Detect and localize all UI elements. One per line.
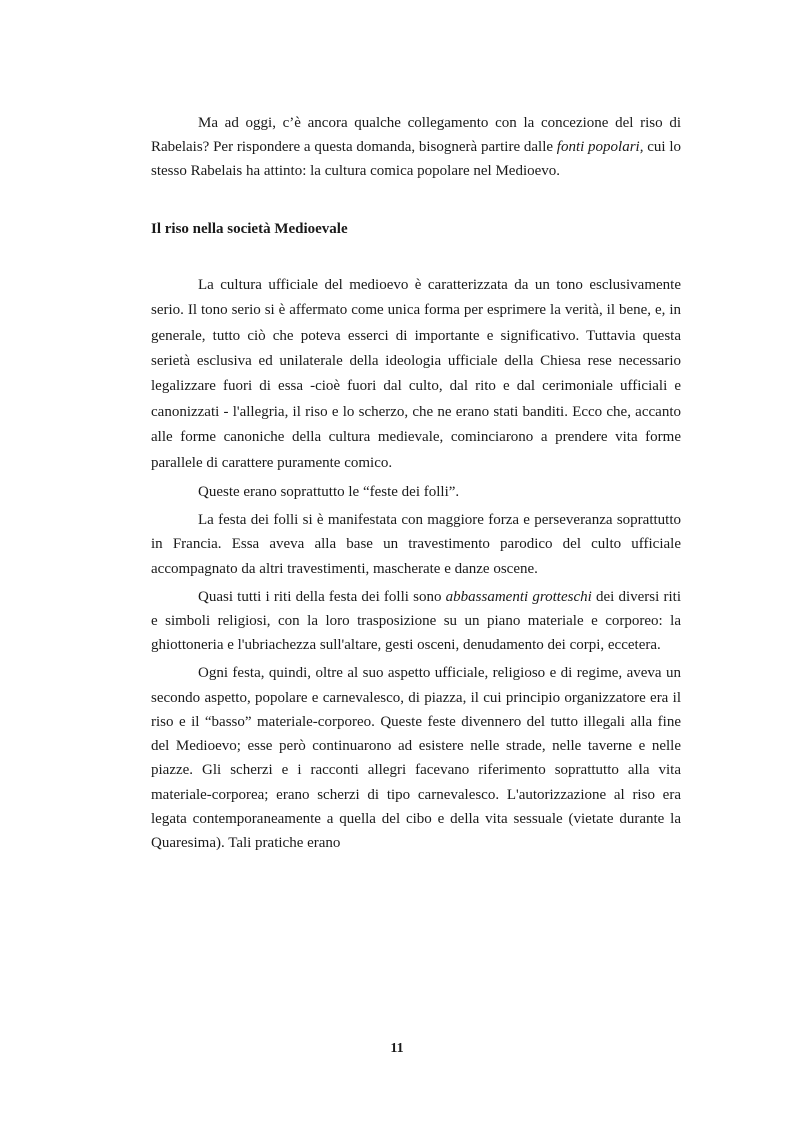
paragraph-official-culture: La cultura ufficiale del medioevo è caratterizzata da un tono esclusivamente serio. Il tono serio si è affermato come unica forma per esprimere la verità, il bene, e, in generale, tutto ciò che poteva esserci di importante e significativo. Tuttavia questa serietà esclusiva ed unilaterale della ideologia ufficiale della Chiesa rese necessario legalizzare fuori di essa -cioè fuori dal culto, dal rito e dal cerimoniale ufficiali e canonizzati - l'allegria, il riso e lo scherzo, che ne erano stati banditi. Ecco che, accanto alle forme canoniche della cultura medievale, cominciarono a prendere vita forme parallele di carattere puramente comico. xyxy=(151,276,681,471)
section-heading: Il riso nella società Medioevale xyxy=(151,220,348,237)
intro-text-start: Ma ad oggi, c’è ancora qualche collegamento con la concezione del riso di Rabelais? Per rispondere a questa domanda, bisognerà partire dalle xyxy=(151,115,681,156)
intro-paragraph xyxy=(151,111,681,184)
paragraph-festa-francia: La festa dei folli si è manifestata con maggiore forza e perseveranza soprattutto in Francia. Essa aveva alla base un travestimento parodico del culto ufficiale accompagnato da altri travestimenti, mascherate e danze oscene. xyxy=(151,512,681,577)
body-text xyxy=(151,111,681,855)
riti-text-start: Quasi tutti i riti della festa dei folli sono xyxy=(198,588,446,605)
paragraph-ogni-festa: Ogni festa, quindi, oltre al suo aspetto ufficiale, religioso e di regime, aveva un secondo aspetto, popolare e carnevalesco, di piazza, il cui principio organizzatore era il riso e il “basso” materiale-corporeo. Queste feste divennero del tutto illegali alla fine del Medioevo; esse però continuarono ad esistere nelle strade, nelle taverne e nelle piazze. Gli scherzi e i racconti allegri facevano riferimento soprattutto alla vita materiale-corporea; erano scherzi di tipo carnevalesco. L'autorizzazione al riso era legata contemporaneamente a quella del cibo e della vita sessuale (vietate durante la Quaresima). Tali pratiche erano xyxy=(151,665,681,851)
intro-text-end: cui lo stesso Rabelais ha attinto: la cultura comica popolare nel Medioevo. xyxy=(151,139,681,180)
paragraph-feste-dei-folli: Queste erano soprattutto le “feste dei folli”. xyxy=(198,484,460,501)
riti-text-end: dei diversi riti e simboli religiosi, con la loro trasposizione su un piano materiale e corporeo: la ghiottoneria e l'ubriachezza sull'altare, gesti osceni, denudamento dei corpi, eccetera. xyxy=(151,588,681,654)
paragraph-riti-grotteschi xyxy=(151,585,681,658)
intro-italic-phrase: fonti popolari, xyxy=(556,139,644,156)
page-number: 11 xyxy=(390,1041,404,1056)
riti-italic-phrase: abbassamenti grotteschi xyxy=(445,588,592,605)
